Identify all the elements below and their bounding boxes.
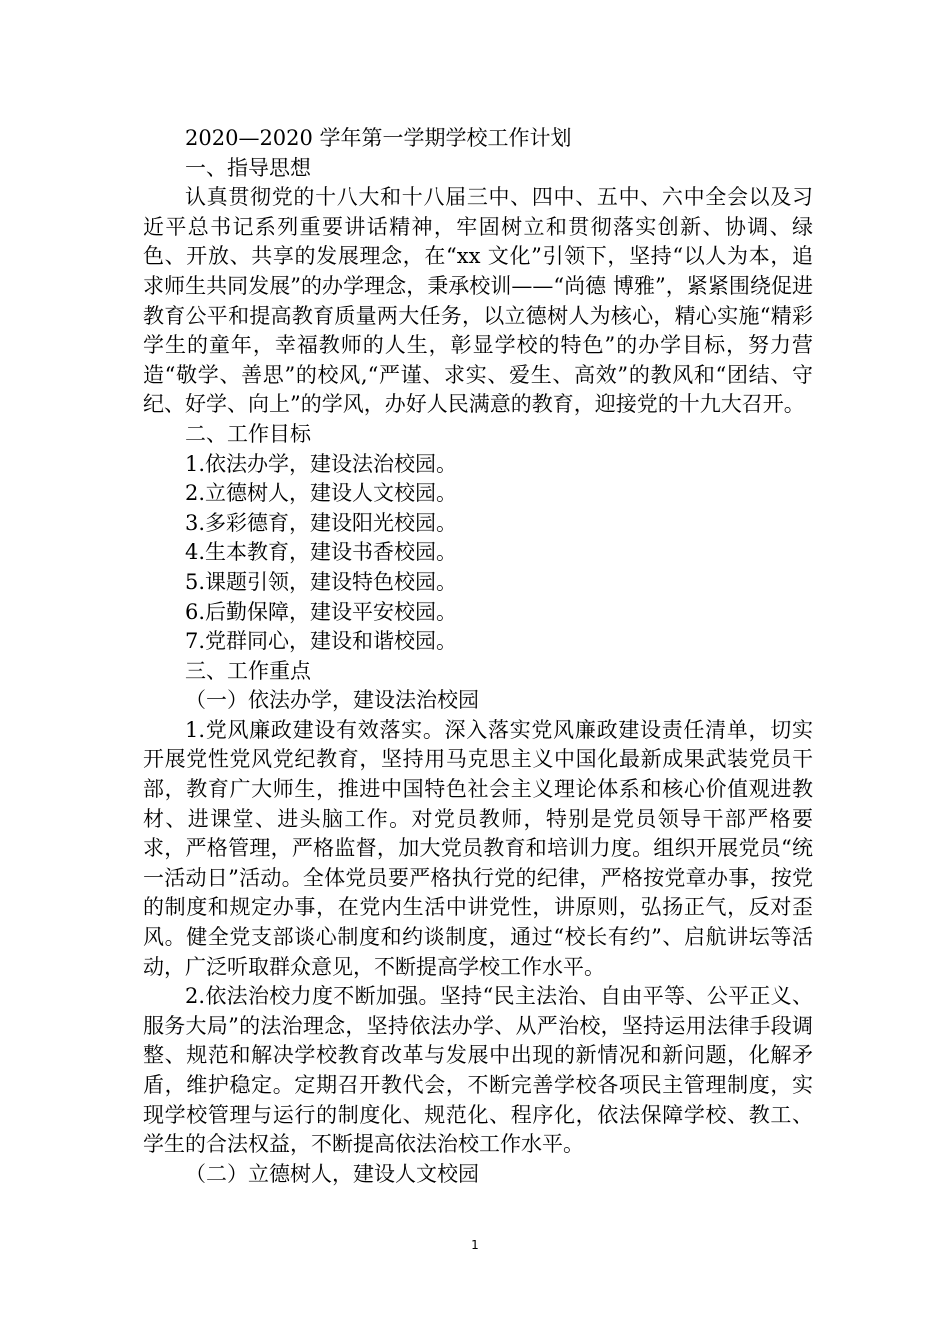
paragraph-guiding-thought: 认真贯彻党的十八大和十八届三中、四中、五中、六中全会以及习近平总书记系列重要讲话精神，牢固树立和贯彻落实创新、协调、绿色、开放、共享的发展理念，在“xx 文化”引领下，坚持“以人为本，追求师生共同发展”的办学理念，秉承校训——“尚德 博雅”，紧紧围绕促进教育公平和提高教育质量两大任务，以立德树人为核心，精心实施“精彩学生的童年，幸福教师的人生，彰显学校的特色”的办学目标，努力营造“敬学、善思”的校风,“严谨、求实、爱生、高效”的教风和“团结、守纪、好学、向上”的学风，办好人民满意的教育，迎接党的十九大召开。: [143, 185, 813, 417]
page-number: 1: [471, 1238, 479, 1252]
list-item: 7.党群同心，建设和谐校园。: [185, 629, 458, 654]
subsection-heading-humanities: （二）立德树人，建设人文校园: [185, 1161, 479, 1186]
document-title: 2020—2020 学年第一学期学校工作计划: [185, 126, 572, 150]
subsection-heading-law: （一）依法办学，建设法治校园: [185, 688, 479, 713]
section-heading-work-focus: 三、工作重点: [185, 658, 311, 683]
list-item: 1.依法办学，建设法治校园。: [185, 451, 458, 476]
list-item: 2.立德树人，建设人文校园。: [185, 481, 458, 506]
list-item: 6.后勤保障，建设平安校园。: [185, 599, 458, 624]
section-heading-work-goals: 二、工作目标: [185, 421, 311, 446]
paragraph-party-conduct: 1.党风廉政建设有效落实。深入落实党风廉政建设责任清单，切实开展党性党风党纪教育，坚持用马克思主义中国化最新成果武装党员干部，教育广大师生，推进中国特色社会主义理论体系和核心价值观进教材、进课堂、进头脑工作。对党员教师，特别是党员领导干部严格要求，严格管理，严格监督，加大党员教育和培训力度。组织开展党员“统一活动日”活动。全体党员要严格执行党的纪律，严格按党章办事，按党的制度和规定办事，在党内生活中讲党性，讲原则，弘扬正气，反对歪风。健全党支部谈心制度和约谈制度，通过“校长有约”、启航讲坛等活动，广泛听取群众意见，不断提高学校工作水平。: [143, 717, 813, 979]
list-item: 3.多彩德育，建设阳光校园。: [185, 510, 458, 535]
section-heading-guiding-thought: 一、指导思想: [185, 155, 311, 180]
list-item: 5.课题引领，建设特色校园。: [185, 569, 458, 594]
paragraph-rule-of-law: 2.依法治校力度不断加强。坚持“民主法治、自由平等、公平正义、服务大局”的法治理念，坚持依法办学、从严治校，坚持运用法律手段调整、规范和解决学校教育改革与发展中出现的新情况和新问题，化解矛盾，维护稳定。定期召开教代会，不断完善学校各项民主管理制度，实现学校管理与运行的制度化、规范化、程序化，依法保障学校、教工、学生的合法权益，不断提高依法治校工作水平。: [143, 984, 813, 1157]
list-item: 4.生本教育，建设书香校园。: [185, 540, 458, 565]
goals-list: [143, 450, 813, 657]
document-body: [143, 124, 813, 1189]
